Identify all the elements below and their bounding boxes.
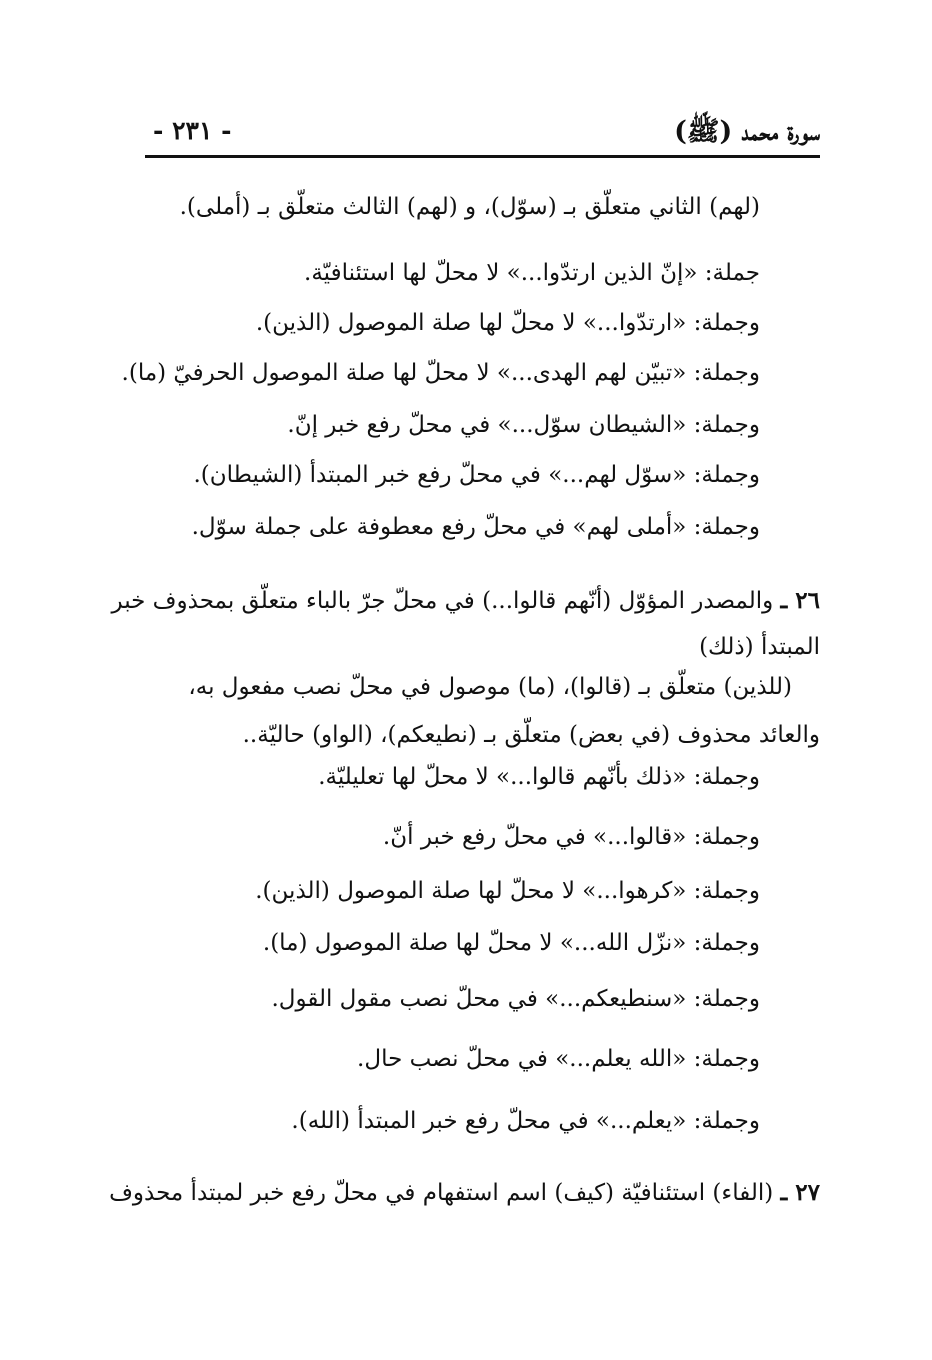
item-27-first-line: [109, 1178, 820, 1208]
text-line: والعائد محذوف (في بعض) متعلّق بـ (نطيعكم)، (الواو) حاليّة..: [242, 722, 820, 748]
surah-title: سورة محمد (ﷺ): [674, 116, 820, 147]
text-line: وجملة: «قالوا...» في محلّ رفع خبر أنّ.: [382, 824, 760, 850]
text-line: المبتدأ (ذلك): [699, 634, 820, 660]
text-line: وجملة: «نزّل الله...» لا محلّ لها صلة الموصول (ما).: [262, 930, 760, 956]
text-line: (لهم) الثاني متعلّق بـ (سوّل)، و (لهم) الثالث متعلّق بـ (أملى).: [179, 194, 760, 220]
text-line: وجملة: «ارتدّوا...» لا محلّ لها صلة الموصول (الذين).: [255, 310, 760, 336]
text-line: وجملة: «كرهوا...» لا محلّ لها صلة الموصول (الذين).: [255, 878, 760, 904]
header-rule: [145, 155, 820, 158]
text-line: وجملة: «سوّل لهم...» في محلّ رفع خبر المبتدأ (الشيطان).: [193, 462, 760, 488]
page-number: - ٢٣١ -: [153, 116, 232, 145]
text-line: (للذين) متعلّق بـ (قالوا)، (ما) موصول في محلّ نصب مفعول به،: [188, 674, 792, 700]
text-line: وجملة: «الشيطان سوّل...» في محلّ رفع خبر إنّ.: [287, 412, 760, 438]
item-number: ٢٧ ـ: [780, 1179, 820, 1206]
item-number: ٢٦ ـ: [780, 587, 820, 614]
text-line: وجملة: «ذلك بأنّهم قالوا...» لا محلّ لها تعليليّة.: [318, 764, 760, 790]
text-line: وجملة: «الله يعلم...» في محلّ نصب حال.: [357, 1046, 760, 1072]
page-header: [145, 108, 820, 156]
text-line: وجملة: «سنطيعكم...» في محلّ نصب مقول القول.: [271, 986, 760, 1012]
text-line: وجملة: «تبيّن لهم الهدى...» لا محلّ لها صلة الموصول الحرفيّ (ما).: [121, 360, 760, 386]
item-26-first-line: [112, 586, 820, 616]
text-line: وجملة: «يعلم...» في محلّ رفع خبر المبتدأ (الله).: [291, 1108, 760, 1134]
text-span: (الفاء) استئنافيّة (كيف) اسم استفهام في محلّ رفع خبر لمبتدأ محذوف: [109, 1180, 774, 1206]
text-span: والمصدر المؤوّل (أنّهم قالوا...) في محلّ جرّ بالباء متعلّق بمحذوف خبر: [111, 588, 774, 614]
text-line: وجملة: «أملى لهم» في محلّ رفع معطوفة على جملة سوّل.: [191, 514, 760, 540]
text-line: جملة: «إنّ الذين ارتدّوا...» لا محلّ لها استئنافيّة.: [304, 260, 760, 286]
